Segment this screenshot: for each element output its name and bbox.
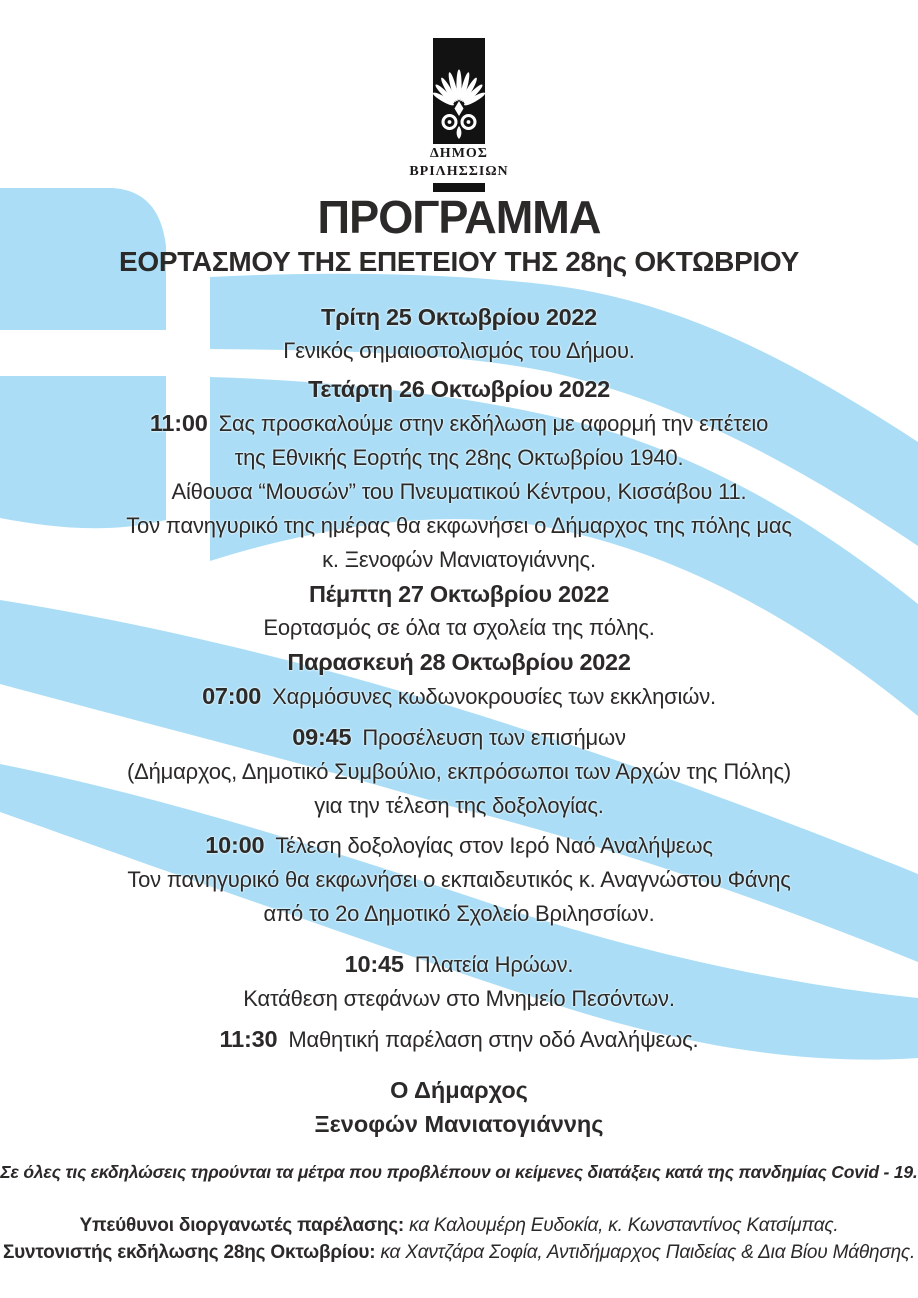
schedule-line: Αίθουσα “Μουσών” του Πνευματικού Κέντρου, Κισσάβου 11.: [171, 479, 747, 504]
organizers-label: Υπεύθυνοι διοργανωτές παρέλασης:: [79, 1215, 405, 1236]
schedule-line: Τον πανηγυρικό θα εκφωνήσει ο εκπαιδευτικός κ. Αναγνώστου Φάνης: [127, 867, 791, 892]
municipality-name-line1: ΔΗΜΟΣ: [430, 146, 488, 161]
schedule-line: για την τέλεση της δοξολογίας.: [314, 793, 604, 818]
schedule-line: Γενικός σημαιοστολισμός του Δήμου.: [283, 338, 635, 363]
header: [0, 192, 918, 279]
day-heading: Τρίτη 25 Οκτωβρίου 2022: [321, 304, 597, 330]
schedule-line: [0, 947, 918, 982]
schedule-line: (Δήμαρχος, Δημοτικό Συμβούλιο, εκπρόσωποι των Αρχών της Πόλης): [126, 759, 791, 784]
covid-notice: Σε όλες τις εκδηλώσεις τηρούνται τα μέτρα που προβλέπουν οι κείμενες διατάξεις κατά της πανδημίας Covid - 19.: [0, 1162, 918, 1182]
page-subtitle: ΕΟΡΤΑΣΜΟΥ ΤΗΣ ΕΠΕΤΕΙΟΥ ΤΗΣ 28ης ΟΚΤΩΒΡΙΟΥ: [118, 246, 800, 277]
event-time: 11:00: [149, 410, 208, 436]
mayor-signature: [0, 1073, 918, 1141]
event-text: Τέλεση δοξολογίας στον Ιερό Ναό Αναλήψεως: [275, 833, 713, 858]
anthemion-palmette-icon: [433, 38, 485, 144]
coordinator-line: [0, 1239, 918, 1266]
event-text: Πλατεία Ηρώων.: [414, 952, 574, 977]
organizers-section: [0, 1212, 918, 1266]
day-heading: Παρασκευή 28 Οκτωβρίου 2022: [287, 649, 631, 675]
page-title: ΠΡΟΓΡΑΜΜΑ: [317, 191, 601, 243]
coordinator-label: Συντονιστής εκδήλωσης 28ης Οκτωβρίου:: [2, 1242, 376, 1263]
schedule-line: [0, 720, 918, 755]
schedule-line: [0, 679, 918, 714]
event-text: Προσέλευση των επισήμων: [362, 725, 626, 750]
schedule-line: [0, 1022, 918, 1057]
schedule-line: Κατάθεση στεφάνων στο Μνημείο Πεσόντων.: [243, 986, 675, 1011]
schedule-line: της Εθνικής Εορτής της 28ης Οκτωβρίου 1940.: [234, 445, 684, 470]
event-text: Μαθητική παρέλαση στην οδό Αναλήψεως.: [288, 1027, 699, 1052]
event-text: Σας προσκαλούμε στην εκδήλωση με αφορμή την επέτειο: [218, 411, 769, 436]
event-time: 10:45: [344, 951, 404, 977]
organizers-names: κα Καλουμέρη Ευδοκία, κ. Κωνσταντίνος Κατσίμπας.: [409, 1215, 839, 1236]
event-time: 10:00: [205, 832, 265, 858]
event-time: 09:45: [292, 724, 352, 750]
schedule-line: [0, 406, 918, 441]
event-time: 07:00: [202, 683, 262, 709]
event-schedule: [0, 300, 918, 1141]
signature-name: Ξενοφών Μανιατογιάννης: [314, 1111, 604, 1137]
schedule-line: κ. Ξενοφών Μανιατογιάννης.: [322, 547, 596, 572]
coordinator-names: κα Χαντζάρα Σοφία, Αντιδήμαρχος Παιδείας & Δια Βίου Μάθησης.: [380, 1242, 916, 1263]
signature-title: Ο Δήμαρχος: [390, 1077, 528, 1103]
organizers-line: [0, 1212, 918, 1239]
schedule-line: Εορτασμός σε όλα τα σχολεία της πόλης.: [263, 615, 655, 640]
day-heading: Τετάρτη 26 Οκτωβρίου 2022: [308, 376, 610, 402]
municipality-name-line2: ΒΡΙΛΗΣΣΙΩΝ: [409, 164, 509, 179]
event-time: 11:30: [219, 1026, 278, 1052]
schedule-line: από το 2ο Δημοτικό Σχολείο Βριλησσίων.: [263, 901, 655, 926]
schedule-line: [0, 828, 918, 863]
day-heading: Πέμπτη 27 Οκτωβρίου 2022: [308, 581, 610, 607]
municipality-logo: [0, 38, 918, 192]
event-text: Χαρμόσυνες κωδωνοκρουσίες των εκκλησιών.: [272, 684, 716, 709]
schedule-line: Τον πανηγυρικό της ημέρας θα εκφωνήσει ο Δήμαρχος της πόλης μας: [126, 513, 792, 538]
